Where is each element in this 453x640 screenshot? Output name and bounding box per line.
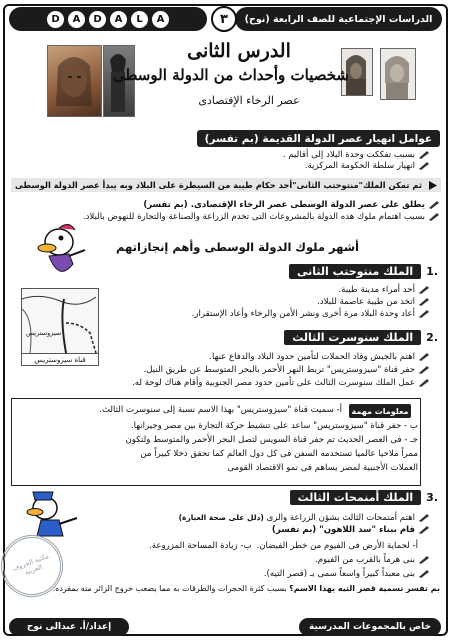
- list-item: بنى هرماً بالقرب من الفيوم.: [316, 555, 431, 566]
- list-item: قام ببناء "سد اللاهون" (بم تفسر): [273, 525, 431, 536]
- list-item: بسبب اهتمام ملوك هذه الدولة بالمشروعات التى تخدم الزراعة والصناعة والتجارة للنهوض بالبلاد.: [84, 212, 441, 223]
- king-name: الملك أمنمحات الثالث: [291, 490, 423, 505]
- logo-banner: [10, 7, 208, 31]
- pen-icon: [419, 525, 431, 534]
- lesson-title: شخصيات وأحداث من الدولة الوسطى: [114, 66, 350, 84]
- king-name: الملك منتوحتب الثانى: [290, 264, 422, 279]
- list-item: يطلق على عصر الدولة الوسطى عصر الرخاء الإقتصادى. (بم تفسر): [144, 200, 441, 211]
- section-heading-text: عوامل انهيار عصر الدولة القديمة: [263, 132, 433, 145]
- list-item: أحد أمراء مدينة طيبة.: [339, 285, 431, 296]
- king-heading: [285, 330, 439, 345]
- pharaoh-portrait-image: [48, 45, 103, 117]
- cartoon-duck-image: [30, 220, 92, 282]
- list-item: عمل الملك سنوسرت الثالث على تأمين حدود مصر الجنوبية وأقام هناك لوحة له.: [133, 378, 431, 389]
- pen-icon: [419, 161, 431, 170]
- author-badge: إعداد/أ. عبدالى نوح: [10, 618, 130, 636]
- pen-icon: [419, 513, 431, 522]
- pen-icon: [419, 555, 431, 564]
- library-stamp: مكتبة الحروف العربية: [0, 526, 73, 605]
- king-heading: [291, 490, 439, 505]
- pen-icon: [419, 309, 431, 318]
- question-tag: (دلل على صحة العبارة): [179, 513, 265, 522]
- list-item: انهيار سلطة الحكومة المركزية.: [306, 161, 431, 172]
- book-title: الدراسات الإجتماعية للصف الرابعة (نوح): [245, 13, 434, 25]
- section-heading: [198, 130, 441, 147]
- list-item: حفر قناة "سيزوستريس" تربط النهر الأحمر بالبحر المتوسط عن طريق النيل.: [145, 365, 431, 376]
- kings-heading: أشهر ملوك الدولة الوسطى وأهم إنجازاتهم: [117, 240, 360, 254]
- highlight-note: ثم تمكن الملك"منتوحتب الثانى"أحد حكام طيبة من السيطرة على البلاد وبه يبدأ عصر الدولة الوسطى: [12, 178, 442, 192]
- pen-icon: [419, 150, 431, 159]
- pointer-icon: [426, 181, 438, 190]
- info-line: العملات الأجنبية لمصر يساهم فى نمو الاقتصاد القومى: [228, 463, 419, 473]
- pen-icon: [429, 212, 441, 221]
- king-number: .2: [427, 331, 439, 344]
- info-line: أ- سميت قناة "سيزوستريس" بهذا الاسم نسبة إلى سنوسرت الثالث.: [100, 405, 343, 415]
- bust-image-2: [381, 48, 417, 100]
- info-line: جـ - فى العصر الحديث تم حفر قناة السويس لتصل البحر الأحمر والمتوسط ولتكون: [126, 435, 419, 445]
- list-item: ب- زيادة المساحة المزروعة.: [150, 541, 253, 551]
- list-item: بسبب تفككت وحدة البلاد إلى أقاليم .: [284, 150, 431, 161]
- question-tag: (بم تفسر): [205, 132, 260, 145]
- logo-letter: A: [111, 11, 128, 28]
- logo-letter: D: [48, 11, 65, 28]
- info-line: ب - حفر قناة "سيزوستريس" ساعد على تنشيط حركة التجارة بين مصر وجيرانها.: [131, 421, 419, 431]
- map-label: سيزوستريس: [27, 329, 63, 337]
- list-item: اهتم بالجيش وقاد الحملات لتأمين حدود البلاد والدفاع عنها.: [210, 352, 431, 363]
- book-title-banner: [236, 7, 443, 31]
- pen-icon: [429, 200, 441, 209]
- pen-icon: [419, 352, 431, 361]
- list-item: أ- لحماية الأرض فى الفيوم من خطر الفيضان.: [257, 541, 419, 551]
- question-tag: (بم تفسر): [144, 200, 189, 210]
- page-number: ٣: [212, 6, 238, 32]
- lesson-label: الدرس الثانى: [188, 40, 292, 62]
- canal-map-image: [22, 288, 100, 366]
- pen-icon: [419, 285, 431, 294]
- king-number: .1: [427, 265, 439, 278]
- king-heading: [290, 264, 439, 279]
- king-name: الملك سنوسرت الثالث: [285, 330, 422, 345]
- footer-badge: خاص بالمجموعات المدرسية: [300, 618, 442, 636]
- king-number: .3: [427, 491, 439, 504]
- question-tag: (بم تفسر): [272, 525, 318, 535]
- logo-letter: A: [153, 11, 170, 28]
- pen-icon: [419, 365, 431, 374]
- info-tab: معلومات مهمة: [350, 404, 412, 418]
- cartoon-donald-image: [24, 488, 82, 538]
- pen-icon: [419, 378, 431, 387]
- logo-letter: L: [132, 11, 149, 28]
- pen-icon: [419, 569, 431, 578]
- lesson-subtitle: عصر الرخاء الإقتصادى: [199, 94, 301, 107]
- list-item: اتخذ من طيبة عاصمة للبلاد.: [318, 297, 431, 308]
- map-caption: قناة سيزوستريس: [23, 353, 99, 365]
- list-item: بنى معبداً كبيراً واسعاً سمى بـ (قصر التيه).: [265, 569, 431, 580]
- info-line: ممراً ملاحيا عالميا تستخدمه السفن فى كل دول العالم كما تحقق دخلا كبيراً من: [141, 449, 419, 459]
- logo-letter: D: [90, 11, 107, 28]
- list-item: بم تفسر تسمية قصر التيه بهذا الاسم؟ بسبب كثرة الحجرات والطرقات به مما يصعب خروج الزائر منه بمفرده.: [53, 584, 441, 593]
- list-item: اهتم أمنمحات الثالث بشؤن الزراعة والرى (دلل على صحة العبارة): [180, 512, 431, 524]
- logo-letter: A: [69, 11, 86, 28]
- pen-icon: [419, 297, 431, 306]
- list-item: أعاد وحدة البلاد مرة أخرى ونشر الأمن والرخاء وأعاد الإستقرار.: [193, 309, 431, 320]
